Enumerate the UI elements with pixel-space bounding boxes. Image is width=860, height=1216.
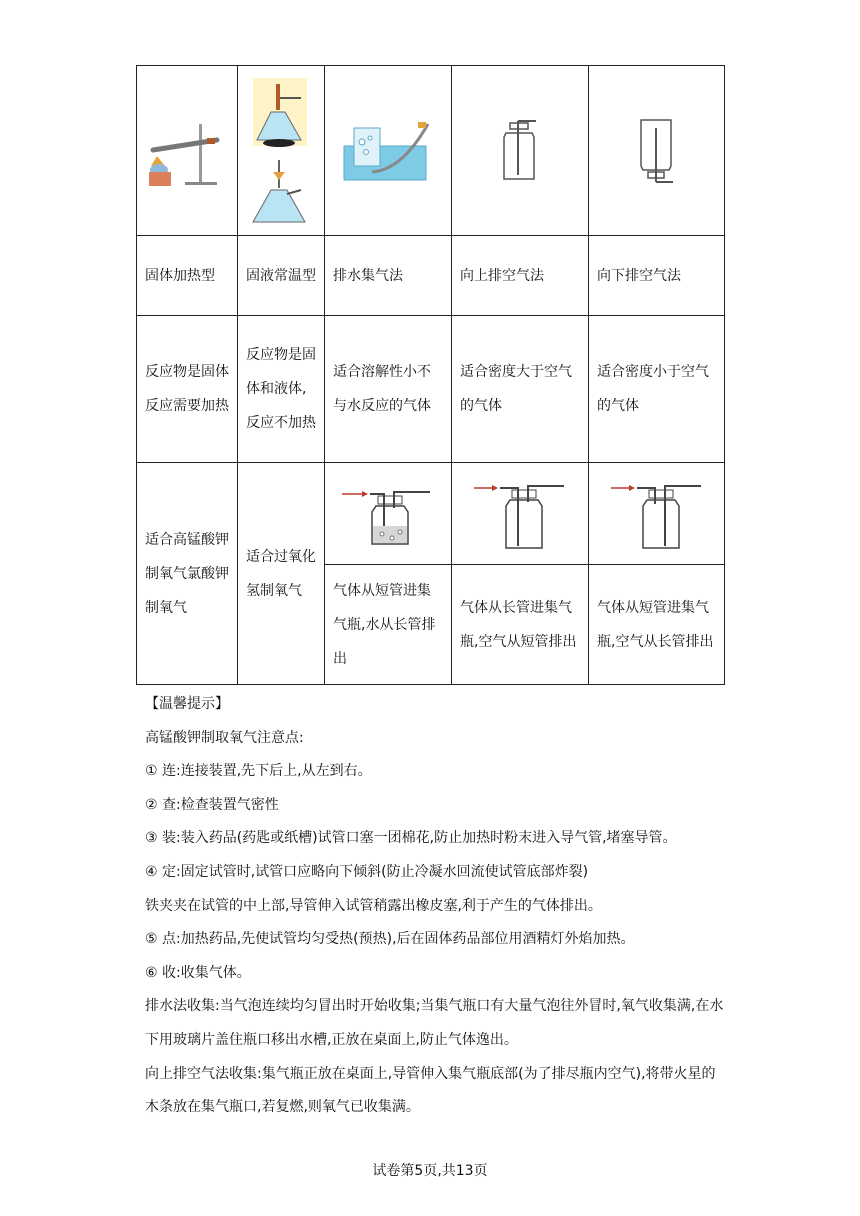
step-check: ② 查:检查装置气密性 xyxy=(145,796,279,813)
cell-upward-air: 向上排空气法 xyxy=(452,236,589,316)
upward-collection-note: 向上排空气法收集:集气瓶正放在桌面上,导管伸入集气瓶底部(为了排尽瓶内空气),将带火星的木条放在集气瓶口,若复燃,则氧气已收集满。 xyxy=(145,1065,716,1116)
page-footer: 试卷第5页,共13页 xyxy=(372,1163,488,1179)
solid-heating-image-cell xyxy=(137,66,238,236)
cell-peroxide-use: 适合过氧化氢制氧气 xyxy=(238,463,325,685)
gas-bottle-long-tube-icon xyxy=(470,478,570,550)
step-heat: ⑤ 点:加热药品,先使试管均匀受热(预热),后在固体药品部位用酒精灯外焰加热。 xyxy=(145,931,635,948)
bottle-water-image-cell xyxy=(325,463,452,565)
solid-liquid-image-cell xyxy=(238,66,325,236)
step-load: ③ 装:装入药品(药匙或纸槽)试管口塞一团棉花,防止加热时粉末进入导气管,堵塞导管。 xyxy=(145,830,677,847)
notes-intro: 高锰酸钾制取氧气注意点: xyxy=(145,729,304,746)
cell-downward-air: 向下排空气法 xyxy=(589,236,725,316)
water-trough-icon xyxy=(342,120,434,182)
cell-long-tube-desc: 气体从长管进集气瓶,空气从短管排出 xyxy=(452,565,589,685)
heating-apparatus-icon xyxy=(145,116,229,186)
flask-apparatus-icon xyxy=(251,76,311,226)
cell-water-flow-desc: 气体从短管进集气瓶,水从长管排出 xyxy=(325,565,452,685)
water-collection-note: 排水法收集:当气泡连续均匀冒出时开始收集;当集气瓶口有大量气泡往外冒时,氧气收集满,在水下用玻璃片盖住瓶口移出水槽,正放在桌面上,防止气体逸出。 xyxy=(145,998,724,1048)
cell-solid-heating-desc: 反应物是固体反应需要加热 xyxy=(137,316,238,463)
apparatus-table xyxy=(136,65,725,685)
downward-air-image-cell xyxy=(589,66,725,236)
cell-downward-air-desc: 适合密度小于空气的气体 xyxy=(589,316,725,463)
cell-solid-liquid-desc: 反应物是固体和液体,反应不加热 xyxy=(238,316,325,463)
cell-potassium-use: 适合高锰酸钾制氧气氯酸钾制氧气 xyxy=(137,463,238,685)
bottle-short-tube-image-cell xyxy=(589,463,725,565)
notes-heading: 【温馨提示】 xyxy=(145,696,229,712)
cell-water-displacement: 排水集气法 xyxy=(325,236,452,316)
cell-solid-heating-type: 固体加热型 xyxy=(137,236,238,316)
bottle-long-tube-image-cell xyxy=(452,463,589,565)
cell-water-displacement-desc: 适合溶解性小不与水反应的气体 xyxy=(325,316,452,463)
upward-air-image-cell xyxy=(452,66,589,236)
gas-bottle-short-tube-icon xyxy=(607,478,707,550)
cell-short-tube-desc: 气体从短管进集气瓶,空气从长管排出 xyxy=(589,565,725,685)
upright-jar-icon xyxy=(500,119,540,183)
water-displacement-image-cell xyxy=(325,66,452,236)
cell-solid-liquid-type: 固液常温型 xyxy=(238,236,325,316)
inverted-jar-icon xyxy=(637,116,677,186)
step-fix-detail: 铁夹夹在试管的中上部,导管伸入试管稍露出橡皮塞,利于产生的气体排出。 xyxy=(145,897,602,914)
step-collect: ⑥ 收:收集气体。 xyxy=(145,964,251,981)
step-fix: ④ 定:固定试管时,试管口应略向下倾斜(防止冷凝水回流使试管底部炸裂) xyxy=(145,863,589,880)
cell-upward-air-desc: 适合密度大于空气的气体 xyxy=(452,316,589,463)
gas-bottle-water-icon xyxy=(338,482,438,546)
notes-section xyxy=(145,688,725,1125)
step-connect: ① 连:连接装置,先下后上,从左到右。 xyxy=(145,763,372,780)
